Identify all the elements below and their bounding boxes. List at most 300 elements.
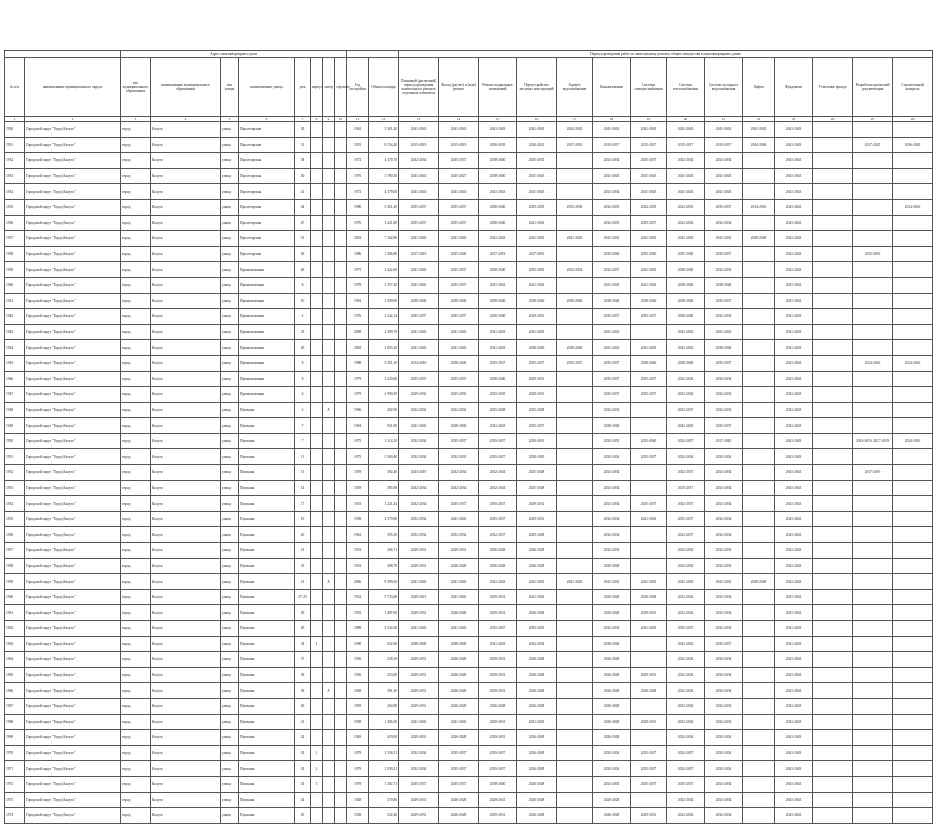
table-cell: Калуга [151, 231, 221, 247]
table-cell: 1962 [347, 122, 369, 138]
table-cell: 2041-2043 [667, 324, 705, 340]
table-cell: Калуга [151, 449, 221, 465]
table-cell: 2014-2016 [893, 199, 933, 215]
table-cell: город [121, 761, 151, 777]
table-row [5, 262, 933, 278]
table-cell: 2041-2043 [775, 199, 813, 215]
table-cell: улица [221, 558, 239, 574]
table-cell: 1950 [5, 433, 25, 449]
table-cell: 2035-2037 [667, 776, 705, 792]
table-cell [335, 776, 347, 792]
table-cell: 385,90 [369, 480, 399, 496]
table-cell [893, 574, 933, 590]
table-cell: 30 [295, 122, 311, 138]
table-cell: 2026-2028 [439, 652, 479, 668]
table-cell [853, 714, 893, 730]
column-number: 20 [667, 117, 705, 122]
table-cell [311, 168, 323, 184]
table-cell: город [121, 480, 151, 496]
table-cell [853, 636, 893, 652]
table-cell: 2041-2043 [775, 745, 813, 761]
table-cell: 2035-2037 [631, 761, 667, 777]
table-cell: 2035-2040 [593, 246, 631, 262]
column-number: 9 [323, 117, 335, 122]
table-cell [311, 449, 323, 465]
table-cell: Пушкина [239, 761, 295, 777]
table-cell [893, 309, 933, 325]
table-cell [311, 246, 323, 262]
table-cell [335, 246, 347, 262]
table-cell: город [121, 683, 151, 699]
table-cell: 2032-2035 [593, 215, 631, 231]
table-cell [743, 652, 775, 668]
table-cell: 2041-2043 [705, 184, 743, 200]
table-cell: Калуга [151, 199, 221, 215]
table-cell: Пушкина [239, 558, 295, 574]
table-cell [893, 480, 933, 496]
table-cell: 2032-2034 [705, 153, 743, 169]
table-cell: 2026-2028 [439, 683, 479, 699]
table-cell [335, 433, 347, 449]
table-cell: 2035-2037 [439, 215, 479, 231]
table-cell: улица [221, 340, 239, 356]
table-cell [335, 231, 347, 247]
table-cell: 2029-2031 [399, 808, 439, 824]
table-cell: 2026-2028 [439, 605, 479, 621]
table-row [5, 465, 933, 481]
table-cell: город [121, 449, 151, 465]
table-cell: Городской округ "Город Калуга" [25, 698, 121, 714]
table-cell [743, 168, 775, 184]
table-cell: 2 [295, 309, 311, 325]
table-cell [893, 527, 933, 543]
table-cell [743, 496, 775, 512]
table-cell: 2017-2020 [705, 433, 743, 449]
table-cell: Калуга [151, 636, 221, 652]
table-cell: 2041-2043 [399, 231, 439, 247]
table-cell: 2041-2043 [775, 418, 813, 434]
column-number: 16 [517, 117, 557, 122]
table-cell: 5 301,20 [369, 122, 399, 138]
table-cell: улица [221, 730, 239, 746]
table-cell: 45 [295, 808, 311, 824]
table-cell: 2035-2037 [593, 309, 631, 325]
table-cell [743, 730, 775, 746]
table-cell [893, 449, 933, 465]
table-cell: Городской округ "Город Калуга" [25, 168, 121, 184]
table-cell [743, 776, 775, 792]
table-cell: 5 723,60 [369, 589, 399, 605]
table-cell: 27-25 [295, 589, 311, 605]
column-header: Фундамент [775, 58, 813, 117]
table-cell: 2041-2043 [439, 231, 479, 247]
table-cell [335, 511, 347, 527]
table-cell: улица [221, 309, 239, 325]
table-cell: 2026-2028 [593, 652, 631, 668]
table-cell: 2032-2034 [705, 761, 743, 777]
table-cell [813, 277, 853, 293]
table-cell: 2041-2043 [439, 511, 479, 527]
table-cell: 1 [311, 745, 323, 761]
table-cell: Пушкина [239, 776, 295, 792]
table-cell: 2041-2043 [775, 122, 813, 138]
table-cell: 2026-2028 [517, 808, 557, 824]
table-cell [813, 745, 853, 761]
table-cell: 2032-2034 [399, 480, 439, 496]
table-cell: 19 [295, 511, 311, 527]
table-cell [557, 433, 593, 449]
table-cell [893, 652, 933, 668]
table-cell: 2032-2037 [593, 262, 631, 278]
table-cell: 1930 [5, 122, 25, 138]
table-cell: 2038-2040 [439, 418, 479, 434]
table-cell [311, 277, 323, 293]
table-cell: 2035-2037 [479, 621, 517, 637]
table-cell [743, 293, 775, 309]
table-row [5, 402, 933, 418]
table-row [5, 574, 933, 590]
table-cell: Городской округ "Город Калуга" [25, 246, 121, 262]
table-cell: 370,80 [369, 792, 399, 808]
table-cell: Городской округ "Город Калуга" [25, 730, 121, 746]
table-cell [853, 402, 893, 418]
table-cell: улица [221, 387, 239, 403]
table-cell [631, 652, 667, 668]
column-number: 17 [557, 117, 593, 122]
table-cell: 2041-2043 [593, 324, 631, 340]
table-cell [311, 199, 323, 215]
table-cell: 632,90 [369, 636, 399, 652]
table-cell: 2041-2043 [705, 324, 743, 340]
table-cell: 1959 [5, 574, 25, 590]
table-cell [893, 246, 933, 262]
table-cell: 2035-2040 [439, 246, 479, 262]
table-cell: Городской округ "Город Калуга" [25, 340, 121, 356]
table-cell: Городской округ "Город Калуга" [25, 309, 121, 325]
table-cell: 41 [295, 714, 311, 730]
table-cell [311, 621, 323, 637]
table-cell: город [121, 636, 151, 652]
table-cell: 1932 [347, 589, 369, 605]
table-cell: 2038-2040 [557, 293, 593, 309]
table-cell: 2015-2017 [705, 137, 743, 153]
table-cell: город [121, 293, 151, 309]
column-number: 1 [5, 117, 25, 122]
table-cell: 392,40 [369, 465, 399, 481]
table-cell: улица [221, 231, 239, 247]
table-cell: 2015-2019 [439, 137, 479, 153]
table-cell: 1 [311, 636, 323, 652]
table-cell: 1956 [5, 527, 25, 543]
table-cell: 2006 [347, 574, 369, 590]
table-cell: город [121, 168, 151, 184]
table-cell [813, 309, 853, 325]
table-cell [335, 402, 347, 418]
table-cell [557, 605, 593, 621]
table-cell: 264,90 [369, 698, 399, 714]
table-row [5, 527, 933, 543]
table-cell: 2038-2040 [743, 231, 775, 247]
table-cell [557, 808, 593, 824]
column-header: Год постройки [347, 58, 369, 117]
table-cell: Городской округ "Город Калуга" [25, 418, 121, 434]
table-cell [813, 246, 853, 262]
table-cell [743, 480, 775, 496]
table-cell: 2041-2043 [775, 761, 813, 777]
table-cell [743, 355, 775, 371]
column-header-row [5, 58, 933, 117]
table-cell [335, 199, 347, 215]
table-cell: 2035-2037 [705, 355, 743, 371]
table-cell [893, 589, 933, 605]
table-cell: 51 [295, 231, 311, 247]
table-cell: улица [221, 122, 239, 138]
table-cell [813, 574, 853, 590]
table-cell: город [121, 184, 151, 200]
table-row [5, 605, 933, 621]
table-cell [323, 122, 335, 138]
table-cell: 258,10 [369, 652, 399, 668]
table-cell: город [121, 418, 151, 434]
table-cell: 2032-2034 [593, 761, 631, 777]
table-cell: 2038-2040 [479, 215, 517, 231]
table-cell: 1943 [5, 324, 25, 340]
table-cell: 2029-2032 [399, 387, 439, 403]
table-cell: 2041-2043 [479, 277, 517, 293]
table-cell: 2032-2034 [399, 511, 439, 527]
table-cell: 1 487,00 [369, 605, 399, 621]
table-cell: 2032-2034 [439, 527, 479, 543]
table-cell: Городской округ "Город Калуга" [25, 511, 121, 527]
table-cell [893, 558, 933, 574]
table-cell: 41 [295, 184, 311, 200]
table-cell [893, 184, 933, 200]
table-cell: Пушкина [239, 636, 295, 652]
table-cell: 2035-2037 [705, 418, 743, 434]
table-cell [557, 371, 593, 387]
table-cell: 2041-2043 [399, 340, 439, 356]
table-cell: Городской округ "Город Калуга" [25, 371, 121, 387]
table-cell [311, 153, 323, 169]
column-number: 10 [335, 117, 347, 122]
table-cell [853, 543, 893, 559]
table-cell: Калуга [151, 309, 221, 325]
table-cell: 2025-2028 [517, 527, 557, 543]
table-cell [335, 184, 347, 200]
table-cell [813, 605, 853, 621]
table-cell [335, 808, 347, 824]
table-row [5, 652, 933, 668]
table-cell: 408,70 [369, 558, 399, 574]
table-cell: Пролетарская [239, 168, 295, 184]
table-cell [323, 215, 335, 231]
table-cell: Калуга [151, 605, 221, 621]
table-cell: Городской округ "Город Калуга" [25, 745, 121, 761]
table-cell: 2029-2031 [479, 730, 517, 746]
table-cell: 2041-2043 [439, 122, 479, 138]
table-row [5, 558, 933, 574]
table-cell: 2026-2028 [439, 808, 479, 824]
table-cell [335, 277, 347, 293]
table-cell: 13 [295, 465, 311, 481]
table-cell: 2029-2031 [517, 309, 557, 325]
table-cell [323, 589, 335, 605]
table-cell: 2035-2037 [439, 309, 479, 325]
table-cell: 2041-2043 [775, 465, 813, 481]
table-cell: 40 [295, 698, 311, 714]
table-cell: 1929 [347, 480, 369, 496]
table-cell [853, 667, 893, 683]
table-cell: 1944 [5, 340, 25, 356]
table-cell [743, 745, 775, 761]
table-cell: Городской округ "Город Калуга" [25, 355, 121, 371]
table-cell [557, 652, 593, 668]
column-number: 13 [399, 117, 439, 122]
table-cell: Пушкина [239, 714, 295, 730]
table-cell: 2041-2043 [775, 605, 813, 621]
table-cell: Городской округ "Город Калуга" [25, 605, 121, 621]
table-cell: 3 242,14 [369, 309, 399, 325]
table-cell: 2029-2031 [399, 698, 439, 714]
table-cell: Калуга [151, 480, 221, 496]
table-cell: 1932 [5, 153, 25, 169]
table-cell: 2017-2019 [853, 465, 893, 481]
table-cell: Калуга [151, 324, 221, 340]
table-cell: 2038-2040 [667, 277, 705, 293]
table-cell [893, 745, 933, 761]
table-cell: 2026-2028 [479, 543, 517, 559]
table-cell: город [121, 402, 151, 418]
table-cell [743, 698, 775, 714]
table-cell: 2032-2034 [667, 371, 705, 387]
table-cell: 37 [295, 652, 311, 668]
table-cell [323, 262, 335, 278]
column-number: 14 [439, 117, 479, 122]
table-cell: 1969 [5, 730, 25, 746]
table-cell [813, 527, 853, 543]
table-cell: 1936 [5, 215, 25, 231]
table-cell [893, 402, 933, 418]
table-cell: 2035-2037 [439, 745, 479, 761]
table-cell: 1972 [347, 153, 369, 169]
table-cell [323, 480, 335, 496]
table-cell: 2 389,79 [369, 324, 399, 340]
table-cell: 2032-2034 [705, 776, 743, 792]
table-cell: город [121, 605, 151, 621]
table-cell: 2041-2043 [631, 340, 667, 356]
table-cell: улица [221, 621, 239, 637]
table-cell: 2032-2034 [705, 262, 743, 278]
table-cell [335, 122, 347, 138]
table-cell: Калуга [151, 433, 221, 449]
table-cell: город [121, 511, 151, 527]
table-cell [335, 574, 347, 590]
table-cell: 2026-2028 [593, 605, 631, 621]
table-cell: Пушкина [239, 730, 295, 746]
table-cell: 2041-2043 [399, 262, 439, 278]
table-cell [813, 511, 853, 527]
table-cell: 2035-2037 [479, 761, 517, 777]
table-cell: 1970 [5, 745, 25, 761]
column-number: 25 [853, 117, 893, 122]
table-cell: Пушкина [239, 433, 295, 449]
table-cell: 4 379,00 [369, 184, 399, 200]
table-cell [893, 371, 933, 387]
table-cell: 2015-2017 [631, 137, 667, 153]
table-cell: Городской округ "Город Калуга" [25, 402, 121, 418]
group-periods-header: Период проведения работ по капитальному ремонту общего имущества в многоквартирных домах [399, 51, 933, 58]
table-cell: 2032-2034 [557, 262, 593, 278]
table-cell: 2014-2016 [893, 355, 933, 371]
table-cell: 2035-2035 [479, 387, 517, 403]
table-cell [893, 714, 933, 730]
table-cell: 2041-2043 [667, 340, 705, 356]
table-cell: Городской округ "Город Калуга" [25, 293, 121, 309]
table-cell: 1968 [5, 714, 25, 730]
table-cell: 2032-2037 [667, 761, 705, 777]
table-cell [893, 293, 933, 309]
table-cell: Пушкина [239, 652, 295, 668]
table-cell: 2 357,20 [369, 277, 399, 293]
table-cell: 26 [295, 340, 311, 356]
table-cell: 2041-2043 [517, 168, 557, 184]
table-cell: 2026-2028 [517, 605, 557, 621]
table-cell: Пушкина [239, 808, 295, 824]
table-cell: 2026-2028 [517, 683, 557, 699]
table-cell: 7 [295, 418, 311, 434]
table-cell [323, 527, 335, 543]
table-cell: город [121, 122, 151, 138]
table-cell: 2041-2043 [399, 184, 439, 200]
table-cell: 2041-2043 [667, 184, 705, 200]
table-cell: 2041-2043 [775, 246, 813, 262]
table-cell: 2026-2028 [517, 652, 557, 668]
table-cell: 2035-2037 [631, 745, 667, 761]
table-cell [893, 621, 933, 637]
table-cell: 1938 [5, 246, 25, 262]
table-cell: 2041-2043 [557, 574, 593, 590]
table-cell [557, 387, 593, 403]
table-cell: 1966 [347, 402, 369, 418]
table-cell: 2035-2037 [705, 246, 743, 262]
table-cell: 2035-2035 [439, 387, 479, 403]
table-row [5, 184, 933, 200]
table-cell: 2041-2043 [593, 231, 631, 247]
table-cell: 2035-2037 [631, 776, 667, 792]
table-cell: Пушкина [239, 574, 295, 590]
table-cell: 2029-2031 [517, 433, 557, 449]
table-cell: Промышленная [239, 324, 295, 340]
table-cell: улица [221, 605, 239, 621]
table-cell: 2041-2043 [479, 324, 517, 340]
table-cell [323, 246, 335, 262]
table-cell: 391,20 [369, 683, 399, 699]
table-cell: 2041-2043 [631, 122, 667, 138]
table-cell [743, 277, 775, 293]
table-cell: Городской округ "Город Калуга" [25, 667, 121, 683]
table-cell [743, 527, 775, 543]
table-cell [557, 745, 593, 761]
table-cell: 1949 [5, 418, 25, 434]
table-cell: 2035-2037 [439, 776, 479, 792]
table-cell: 2026-2028 [517, 761, 557, 777]
table-cell [813, 621, 853, 637]
table-cell: 43 [295, 745, 311, 761]
table-cell: 2041-2043 [593, 340, 631, 356]
table-cell [557, 511, 593, 527]
table-cell: 2041-2043 [517, 231, 557, 247]
table-cell [813, 184, 853, 200]
